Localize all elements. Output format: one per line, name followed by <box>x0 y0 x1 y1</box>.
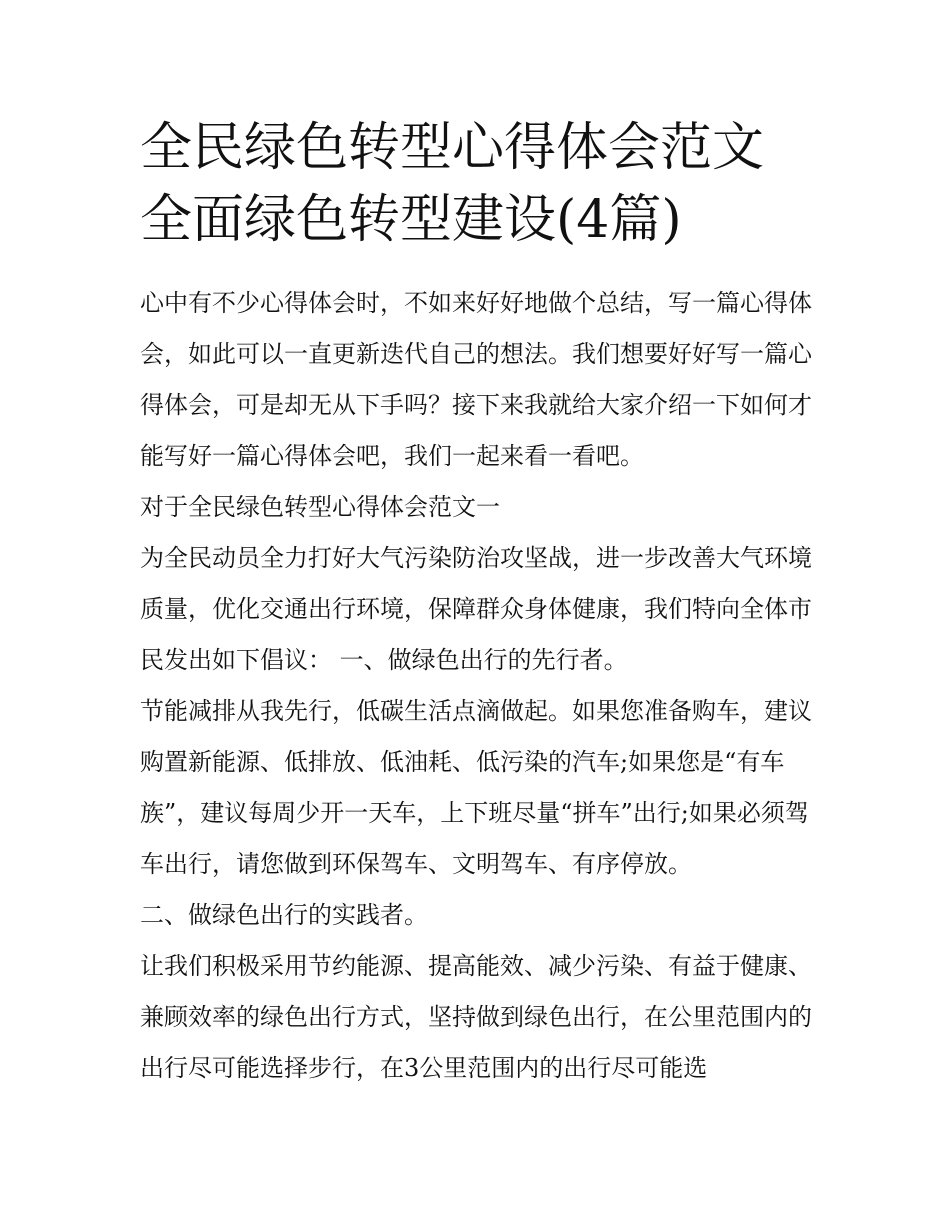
section-heading-essay-one: 对于全民绿色转型心得体会范文一 <box>140 493 500 521</box>
document-body <box>140 112 812 1094</box>
title-spacer <box>140 256 812 278</box>
paragraph-initiative: 为全民动员全力打好大气污染防治攻坚战，进一步改善大气环境质量，优化交通出行环境，保障群众身体健康，我们特向全体市民发出如下倡议： 一、做绿色出行的先行者。 <box>140 544 812 674</box>
paragraph-energy-saving: 节能减排从我先行，低碳生活点滴做起。如果您准备购车，建议购置新能源、低排放、低油耗、低污染的汽车;如果您是“有车族”，建议每周少开一天车，上下班尽量“拼车”出行;如果必须驾车出行，请您做到环保驾车、文明驾车、有序停放。 <box>140 697 812 878</box>
paragraph-intro: 心中有不少心得体会时，不如来好好地做个总结，写一篇心得体会，如此可以一直更新迭代自己的想法。我们想要好好写一篇心得体会，可是却无从下手吗？接下来我就给大家介绍一下如何才能写好一篇心得体会吧，我们一起来看一看吧。 <box>140 289 812 470</box>
document-title: 全民绿色转型心得体会范文 全面绿色转型建设(4篇) <box>140 118 765 250</box>
paragraph-green-travel: 让我们积极采用节约能源、提高能效、减少污染、有益于健康、兼顾效率的绿色出行方式，坚持做到绿色出行，在公里范围内的出行尽可能选择步行，在3公里范围内的出行尽可能选 <box>140 952 812 1082</box>
section-heading-practitioner: 二、做绿色出行的实践者。 <box>140 901 428 929</box>
